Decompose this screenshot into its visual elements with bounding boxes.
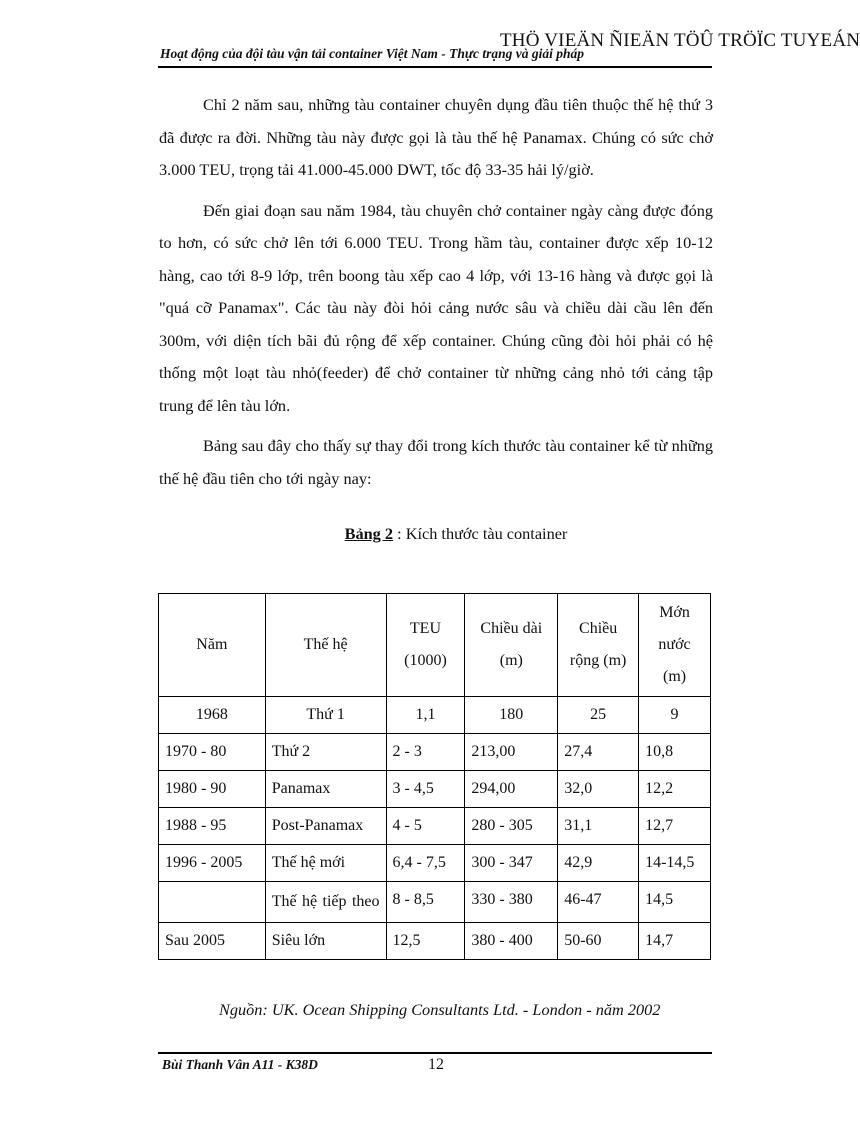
- cell-width: 50-60: [558, 923, 639, 960]
- cell-width: 31,1: [558, 808, 639, 845]
- cell-draft: 12,2: [639, 771, 711, 808]
- header-divider: [158, 66, 712, 68]
- table-row: [159, 697, 711, 734]
- cell-length: 213,00: [465, 734, 558, 771]
- table-row: [159, 882, 711, 923]
- cell-draft: 10,8: [639, 734, 711, 771]
- header-width: Chiều rộng (m): [558, 594, 639, 697]
- cell-length: 300 - 347: [465, 845, 558, 882]
- cell-year: 1970 - 80: [159, 734, 266, 771]
- header-year: Năm: [159, 594, 266, 697]
- header-length: Chiều dài (m): [465, 594, 558, 697]
- cell-draft: 12,7: [639, 808, 711, 845]
- table-row: [159, 845, 711, 882]
- container-ship-size-table: [158, 593, 711, 960]
- table-row: [159, 923, 711, 960]
- cell-teu: 8 - 8,5: [386, 882, 465, 923]
- cell-year: [159, 882, 266, 923]
- cell-length: 380 - 400: [465, 923, 558, 960]
- cell-draft: 9: [639, 697, 711, 734]
- cell-width: 27,4: [558, 734, 639, 771]
- cell-teu: 1,1: [386, 697, 465, 734]
- cell-teu: 2 - 3: [386, 734, 465, 771]
- cell-draft: 14,7: [639, 923, 711, 960]
- cell-generation: Thế hệ mới: [265, 845, 386, 882]
- cell-year: 1996 - 2005: [159, 845, 266, 882]
- cell-teu: 3 - 4,5: [386, 771, 465, 808]
- footer-author: Bùi Thanh Vân A11 - K38D: [162, 1057, 318, 1072]
- cell-width: 42,9: [558, 845, 639, 882]
- table-row: [159, 771, 711, 808]
- table-header-row: [159, 594, 711, 697]
- cell-width: 46-47: [558, 882, 639, 923]
- cell-teu: 6,4 - 7,5: [386, 845, 465, 882]
- page-number: 12: [428, 1056, 444, 1073]
- header-teu: TEU (1000): [386, 594, 465, 697]
- cell-generation: Siêu lớn: [265, 923, 386, 960]
- footer-divider: [158, 1052, 712, 1054]
- header-generation: Thế hệ: [265, 594, 386, 697]
- cell-width: 25: [558, 697, 639, 734]
- watermark-text: THÖ VIEÄN ÑIEÄN TÖÛ TRÖÏC TUYEÁN: [500, 30, 860, 51]
- table-source-note: Nguồn: UK. Ocean Shipping Consultants Ltd. - London - năm 2002: [219, 1000, 661, 1019]
- table-row: [159, 734, 711, 771]
- cell-draft: 14,5: [639, 882, 711, 923]
- paragraph-panamax: Chỉ 2 năm sau, những tàu container chuyên dụng đầu tiên thuộc thế hệ thứ 3 đã được ra đời. Những tàu này được gọi là tàu thế hệ Panamax. Chúng có sức chở 3.000 TEU, trọng tải 41.000-45.000 DWT, tốc độ 33-35 hải lý/giờ.: [159, 95, 713, 179]
- cell-generation: Panamax: [265, 771, 386, 808]
- cell-generation: Thứ 2: [265, 734, 386, 771]
- cell-length: 180: [465, 697, 558, 734]
- cell-generation: Thế hệ tiếp theo: [265, 882, 386, 923]
- cell-width: 32,0: [558, 771, 639, 808]
- cell-length: 330 - 380: [465, 882, 558, 923]
- document-header-title: Hoạt động của đội tàu vận tải container Việt Nam - Thực trạng và giải pháp: [160, 46, 584, 61]
- cell-generation: Post-Panamax: [265, 808, 386, 845]
- paragraph-table-intro: Bảng sau đây cho thấy sự thay đổi trong kích thước tàu container kể từ những thế hệ đầu tiên cho tới ngày nay:: [159, 436, 713, 488]
- cell-generation: Thứ 1: [265, 697, 386, 734]
- table-caption-label: Bảng 2: [344, 524, 394, 543]
- header-draft: Mớn nước (m): [639, 594, 711, 697]
- table-caption-text: : Kích thước tàu container: [393, 524, 568, 543]
- cell-year: 1988 - 95: [159, 808, 266, 845]
- cell-teu: 12,5: [386, 923, 465, 960]
- body-text: [159, 89, 713, 503]
- cell-length: 280 - 305: [465, 808, 558, 845]
- table-caption: [0, 524, 816, 544]
- table-row: [159, 808, 711, 845]
- cell-year: Sau 2005: [159, 923, 266, 960]
- cell-year: 1968: [159, 697, 266, 734]
- cell-draft: 14-14,5: [639, 845, 711, 882]
- cell-teu: 4 - 5: [386, 808, 465, 845]
- paragraph-post-1984: Đến giai đoạn sau năm 1984, tàu chuyên chở container ngày càng được đóng to hơn, có sức chở lên tới 6.000 TEU. Trong hầm tàu, container được xếp 10-12 hàng, cao tới 8-9 lớp, trên boong tàu xếp cao 4 lớp, với 13-16 hàng và được gọi là "quá cỡ Panamax". Các tàu này đòi hỏi cảng nước sâu và chiều dài cầu lên đến 300m, với diện tích bãi đủ rộng để xếp container. Chúng cũng đòi hỏi phải có hệ thống một loạt tàu nhỏ(feeder) để chở container từ những cảng nhỏ tới cảng tập trung để lên tàu lớn.: [159, 200, 713, 415]
- cell-year: 1980 - 90: [159, 771, 266, 808]
- cell-length: 294,00: [465, 771, 558, 808]
